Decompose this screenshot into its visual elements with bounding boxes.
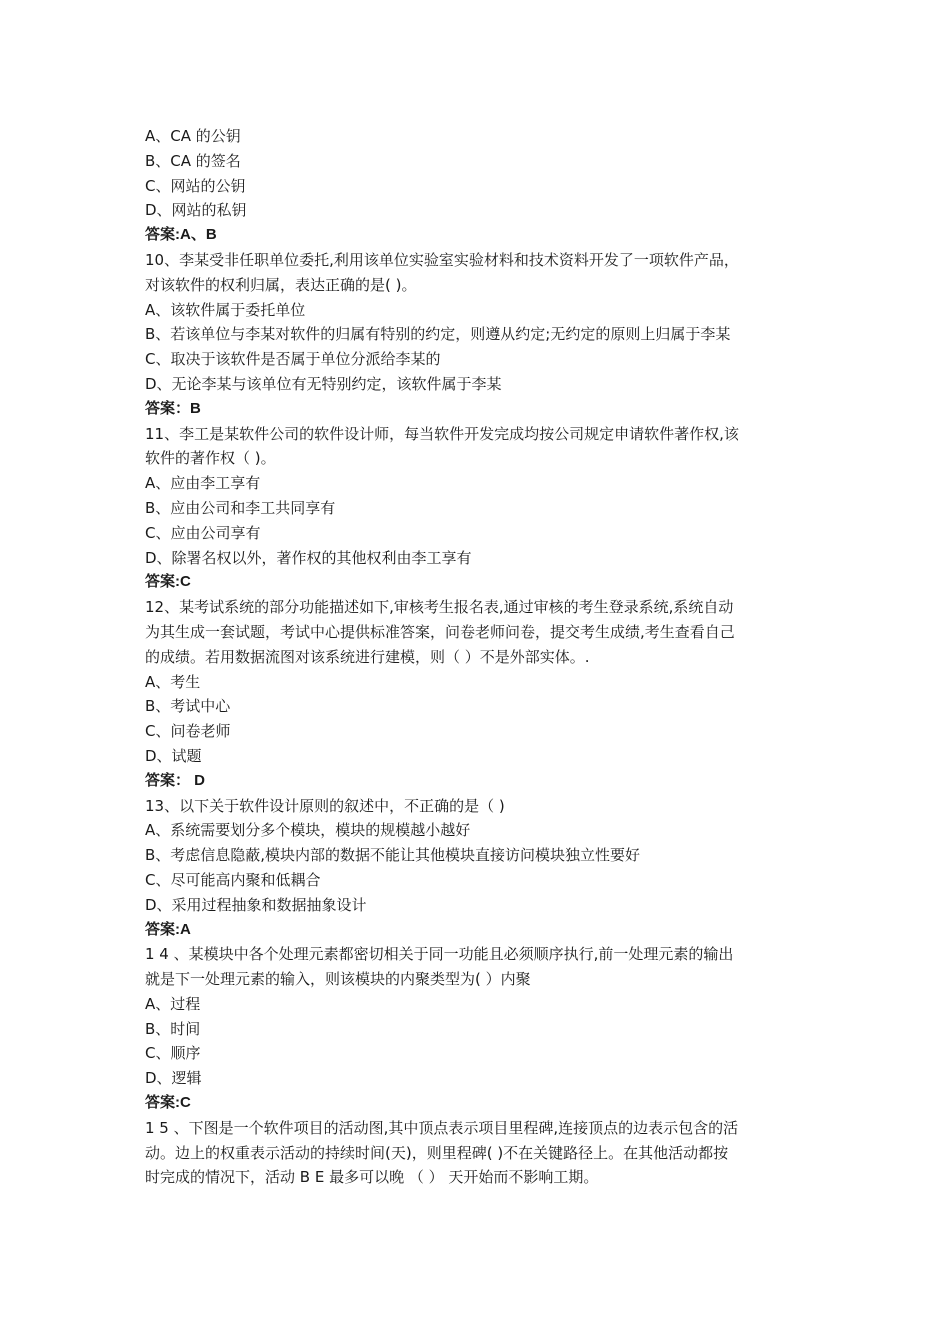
option-text: B、时间 — [145, 1019, 201, 1038]
question-text: 1 4 、某模块中各个处理元素都密切相关于同一功能且必须顺序执行,前一处理元素的输出 — [145, 945, 734, 964]
option-text: D、逻辑 — [145, 1069, 202, 1088]
option-text: C、问卷老师 — [145, 722, 231, 741]
option-text: C、网站的公钥 — [145, 176, 246, 195]
question-text: 软件的著作权（ )。 — [145, 449, 276, 468]
question-text: 为其生成一套试题，考试中心提供标准答案，问卷老师问卷，提交考生成绩,考生查看自己 — [145, 622, 735, 641]
option-text: B、考试中心 — [145, 697, 231, 716]
answer-line: 答案:C — [145, 573, 191, 591]
answer-line: 答案:A、B — [145, 226, 217, 244]
question-text: 的成绩。若用数据流图对该系统进行建模，则（ ）不是外部实体。. — [145, 647, 590, 666]
question-text: 就是下一处理元素的输入，则该模块的内聚类型为( ）内聚 — [145, 970, 531, 989]
question-text: 时完成的情况下，活动 B E 最多可以晚 （ ） 天开始而不影响工期。 — [145, 1168, 599, 1187]
question-text: 11、李工是某软件公司的软件设计师，每当软件开发完成均按公司规定申请软件著作权,该 — [145, 424, 739, 443]
option-text: D、采用过程抽象和数据抽象设计 — [145, 895, 367, 914]
question-text: 12、某考试系统的部分功能描述如下,审核考生报名表,通过审核的考生登录系统,系统自动 — [145, 598, 734, 617]
question-text: 动。边上的权重表示活动的持续时间(天)，则里程碑( )不在关键路径上。在其他活动都按 — [145, 1143, 729, 1162]
option-text: D、试题 — [145, 746, 202, 765]
option-text: B、考虑信息隐蔽,模块内部的数据不能让其他模块直接访问模块独立性要好 — [145, 846, 641, 865]
question-text: 1 5 、下图是一个软件项目的活动图,其中顶点表示项目里程碑,连接顶点的边表示包含的活 — [145, 1118, 739, 1137]
option-text: D、网站的私钥 — [145, 201, 247, 220]
answer-line: 答案:C — [145, 1094, 191, 1112]
option-text: A、应由李工享有 — [145, 474, 261, 493]
question-text: 对该软件的权利归属，表达正确的是( )。 — [145, 275, 417, 294]
option-text: B、若该单位与李某对软件的归属有特别的约定，则遵从约定;无约定的原则上归属于李某 — [145, 325, 731, 344]
option-text: A、过程 — [145, 994, 201, 1013]
answer-line: 答案:A — [145, 920, 191, 938]
option-text: B、CA 的签名 — [145, 151, 241, 170]
option-text: B、应由公司和李工共同享有 — [145, 498, 336, 517]
option-text: C、顺序 — [145, 1044, 201, 1063]
option-text: C、取决于该软件是否属于单位分派给李某的 — [145, 350, 441, 369]
option-text: D、除署名权以外，著作权的其他权利由李工享有 — [145, 548, 472, 567]
option-text: A、CA 的公钥 — [145, 127, 241, 145]
option-text: A、该软件属于委托单位 — [145, 300, 306, 319]
answer-line: 答案：B — [145, 399, 201, 417]
option-text: A、系统需要划分多个模块，模块的规模越小越好 — [145, 821, 471, 840]
question-text: 10、李某受非任职单位委托,利用该单位实验室实验材料和技术资料开发了一项软件产品， — [145, 250, 739, 269]
option-text: D、无论李某与该单位有无特别约定，该软件属于李某 — [145, 374, 502, 393]
answer-line: 答案： D — [145, 771, 206, 789]
document-page — [145, 124, 813, 1190]
option-text: A、考生 — [145, 672, 201, 691]
option-text: C、尽可能高内聚和低耦合 — [145, 870, 321, 889]
option-text: C、应由公司享有 — [145, 523, 261, 542]
question-text: 13、以下关于软件设计原则的叙述中，不正确的是（ ) — [145, 796, 505, 815]
